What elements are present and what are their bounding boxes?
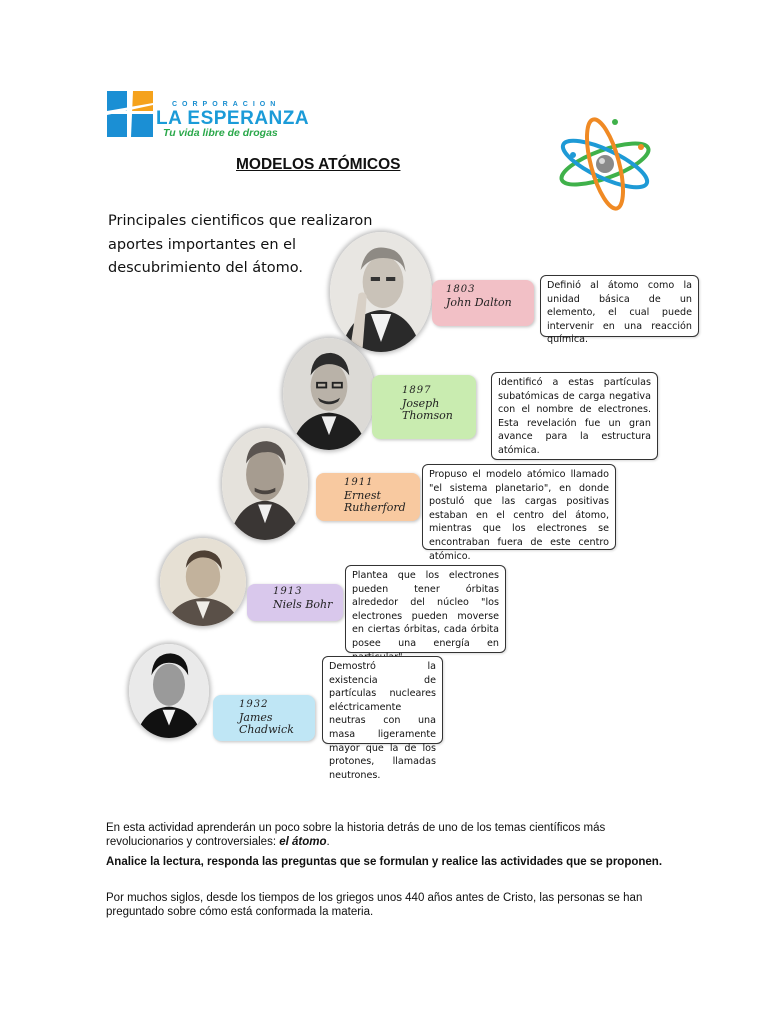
year-chadwick: 1932 <box>239 699 269 710</box>
name-chadwick: James Chadwick <box>239 711 294 736</box>
logo-tagline: Tu vida libre de drogas <box>163 127 278 139</box>
year-thomson: 1897 <box>402 385 432 396</box>
name-dalton: John Dalton <box>446 296 512 309</box>
atom-icon <box>555 117 655 212</box>
intro-line-2: aportes importantes en el <box>108 236 297 253</box>
year-rutherford: 1911 <box>344 477 374 488</box>
desc-thomson: Identificó a estas partículas subatómicas de carga negativa con el nombre de electrones. Esta revelación fue un gran avance para la estructura atómica. <box>491 372 658 460</box>
tag-thomson <box>372 375 476 439</box>
intro-line-3: descubrimiento del átomo. <box>108 260 304 276</box>
page-title: MODELOS ATÓMICOS <box>236 156 401 173</box>
year-dalton: 1803 <box>446 284 476 295</box>
tag-rutherford <box>316 473 420 521</box>
year-bohr: 1913 <box>273 586 303 597</box>
desc-rutherford: Propuso el modelo atómico llamado "el sistema planetario", en donde postuló que las cargas positivas estaban en el centro del átomo, mientras que los electrones se encontraban fuera de este centro atómico. <box>422 464 616 550</box>
portrait-bohr <box>160 538 246 626</box>
paragraph-intro-text: En esta actividad aprenderán un poco sobre la historia detrás de uno de los temas científicos más revolucionarios y controversiales: <box>106 822 606 848</box>
portrait-dalton <box>330 232 432 352</box>
desc-bohr: Plantea que los electrones pueden tener órbitas alrededor del núcleo "los electrones pueden moverse en ciertas órbitas, cada órbita posee una energía en <box>345 565 506 653</box>
paragraph-instructions: Analice la lectura, responda las preguntas que se formulan y realice las actividades que se proponen. <box>106 856 663 868</box>
logo-corporacion: CORPORACION <box>172 101 281 108</box>
name-thomson: Joseph Thomson <box>402 397 453 422</box>
tag-dalton <box>432 280 534 326</box>
portrait-thomson <box>283 338 375 450</box>
name-bohr: Niels Bohr <box>273 598 333 611</box>
paragraph-intro-end: . <box>326 836 330 848</box>
paragraph-intro <box>106 821 666 849</box>
intro-line-1: Principales cientificos que realizaron <box>108 213 373 229</box>
portrait-chadwick <box>129 644 209 738</box>
paragraph-history: Por muchos siglos, desde los tiempos de los griegos unos 440 años antes de Cristo, las personas se han preguntado sobre cómo está conformada la materia. <box>106 892 643 918</box>
desc-dalton: Definió al átomo como la unidad básica de un elemento, el cual puede intervenir en una reacción química. <box>540 275 699 337</box>
paragraph-intro-emphasis: el átomo <box>279 836 327 848</box>
tag-chadwick <box>213 695 315 741</box>
logo-mark <box>107 91 153 137</box>
desc-chadwick: Demostró la existencia de partículas nucleares eléctricamente neutras con una masa ligeramente mayor que la de los protones, llamadas neutrones. <box>322 656 443 744</box>
name-rutherford: Ernest Rutherford <box>344 489 406 514</box>
portrait-rutherford <box>222 428 308 540</box>
logo-name: LA ESPERANZA <box>156 108 310 129</box>
tag-bohr <box>247 584 343 621</box>
